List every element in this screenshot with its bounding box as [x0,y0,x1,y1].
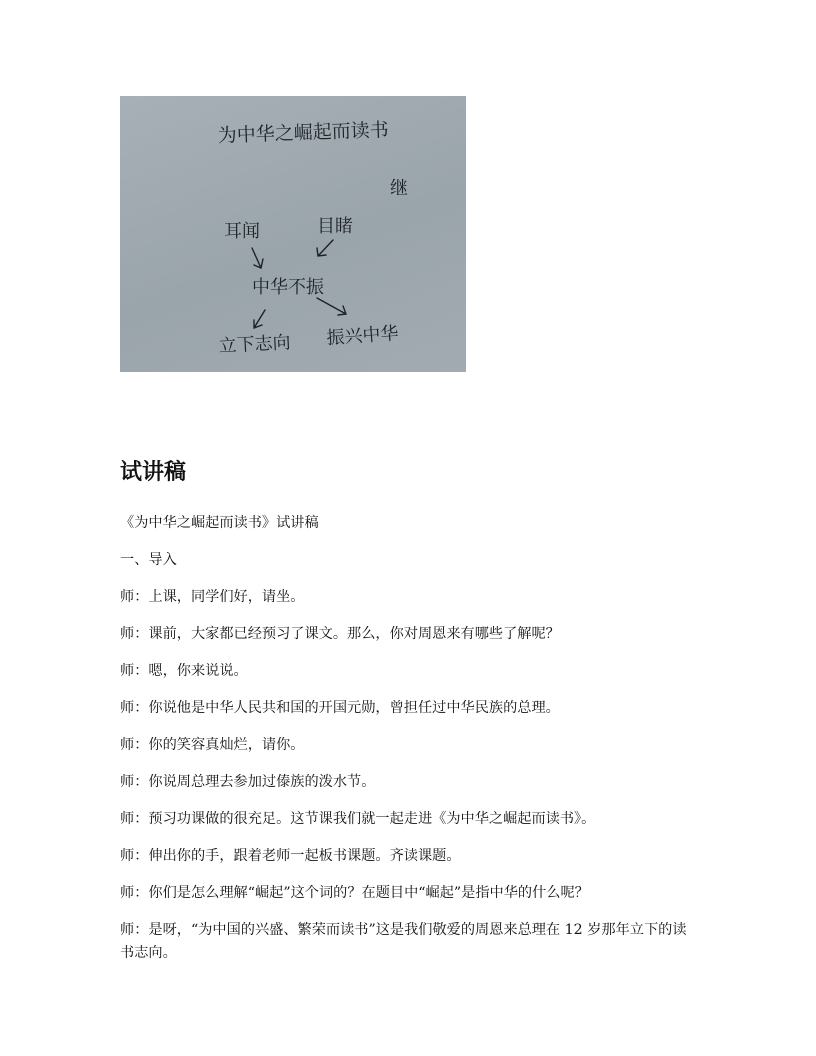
arrow-center-revive [317,298,346,315]
script-line: 师：你说周总理去参加过傣族的泼水节。 [120,774,376,790]
mindmap-goal: 立下志向 [218,332,292,357]
mindmap-title: 为中华之崛起而读书 [217,119,390,147]
script-line: 师：伸出你的手，跟着老师一起板书课题。齐读课题。 [120,848,461,864]
script-line: 师：你说他是中华人民共和国的开国元勋，曾担任过中华民族的总理。 [120,700,560,716]
lecture-script [120,512,700,979]
arrow-ear-center [252,248,263,268]
mindmap-center: 中华不振 [252,277,324,298]
script-line: 师：课前，大家都已经预习了课文。那么，你对周恩来有哪些了解呢？ [120,626,560,642]
script-line: 师：预习功课做的很充足。这节课我们就一起走进《为中华之崛起而读书》。 [120,811,596,827]
script-line: 师：你的笑容真灿烂，请你。 [120,737,305,753]
mindmap-mark: 继 [390,178,408,199]
script-line: 师：上课，同学们好，请坐。 [120,589,305,605]
page-heading: 试讲稿 [120,460,187,485]
arrow-center-goal [254,310,265,328]
arrow-eye-center [317,240,333,256]
script-line: 师：嗯，你来说说。 [120,663,248,679]
mindmap-ear: 耳闻 [224,221,260,242]
section-heading: 一、导入 [120,552,177,568]
mindmap-eye: 目睹 [317,216,353,237]
script-line: 师：你们是怎么理解“崛起”这个词的？在题目中“崛起”是指中华的什么呢？ [120,885,589,901]
mindmap-diagram [120,96,466,372]
mindmap-revive: 振兴中华 [325,323,400,349]
script-title: 《为中华之崛起而读书》试讲稿 [120,515,319,531]
script-line: 师：是呀，“为中国的兴盛、繁荣而读书”这是我们敬爱的周恩来总理在 12 岁那年立下的读书志向。 [120,922,687,961]
board-photo [120,96,466,372]
